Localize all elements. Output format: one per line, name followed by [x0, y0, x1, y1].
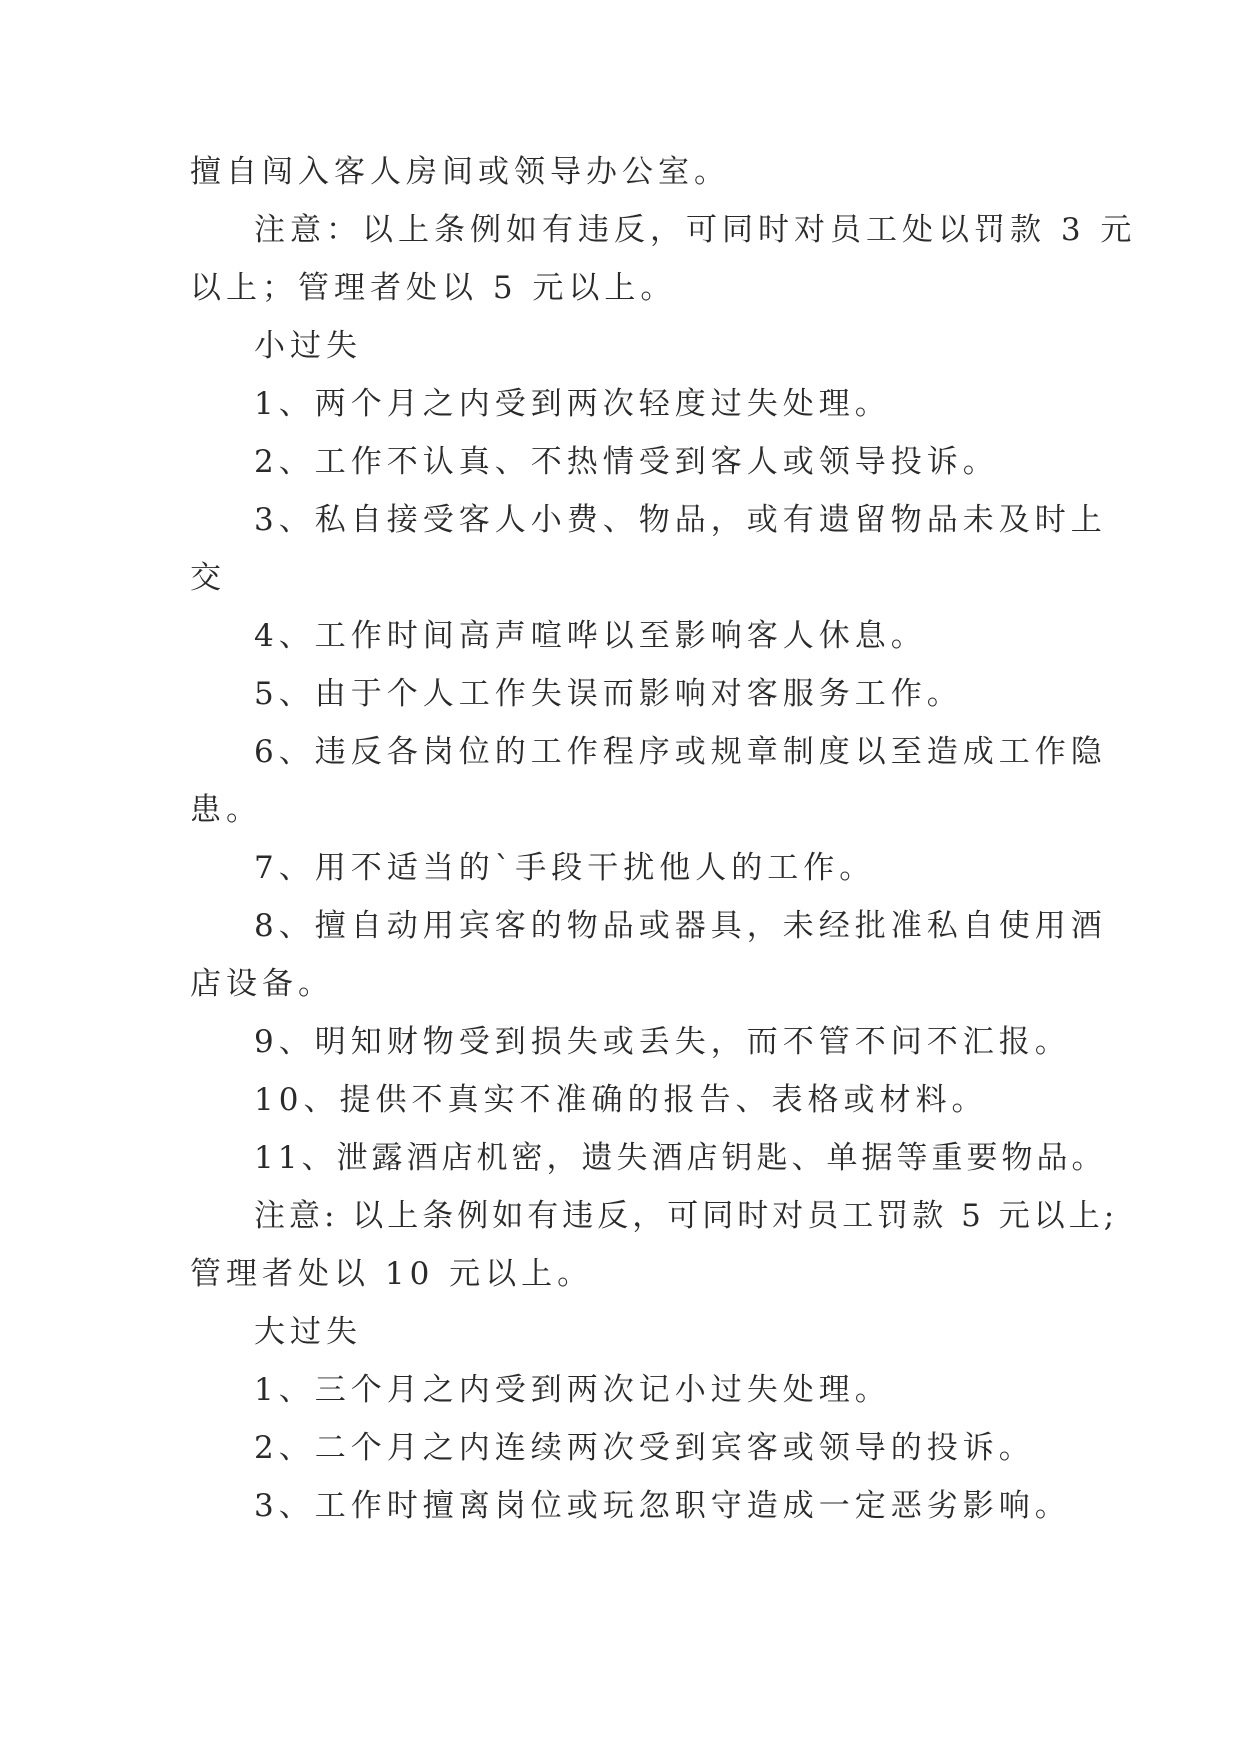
list-item: 6、违反各岗位的工作程序或规章制度以至造成工作隐: [254, 734, 1107, 770]
list-item: 3、工作时擅离岗位或玩忽职守造成一定恶劣影响。: [254, 1488, 1071, 1524]
list-item: 1、三个月之内受到两次记小过失处理。: [254, 1372, 891, 1408]
section-heading: 大过失: [254, 1314, 362, 1350]
list-item: 11、泄露酒店机密，遗失酒店钥匙、单据等重要物品。: [254, 1140, 1107, 1176]
list-item: 1、两个月之内受到两次轻度过失处理。: [254, 386, 891, 422]
text-line: 擅自闯入客人房间或领导办公室。: [190, 154, 730, 190]
text-line: 店设备。: [190, 966, 334, 1002]
list-item: 7、用不适当的`手段干扰他人的工作。: [254, 850, 876, 886]
list-item: 3、私自接受客人小费、物品，或有遗留物品未及时上: [254, 502, 1107, 538]
list-item: 5、由于个人工作失误而影响对客服务工作。: [254, 676, 963, 712]
text-line: 注意: 以上条例如有违反，可同时对员工罚款 5 元以上;: [254, 1198, 1119, 1234]
list-item: 4、工作时间高声喧哗以至影响客人休息。: [254, 618, 927, 654]
text-line: 以上；管理者处以 5 元以上。: [190, 270, 677, 306]
text-line: 交: [190, 560, 226, 596]
list-item: 10、提供不真实不准确的报告、表格或材料。: [254, 1082, 988, 1118]
text-line: 管理者处以 10 元以上。: [190, 1256, 594, 1292]
text-line: 患。: [190, 792, 262, 828]
list-item: 2、工作不认真、不热情受到客人或领导投诉。: [254, 444, 999, 480]
list-item: 8、擅自动用宾客的物品或器具，未经批准私自使用酒: [254, 908, 1107, 944]
section-heading: 小过失: [254, 328, 362, 364]
list-item: 2、二个月之内连续两次受到宾客或领导的投诉。: [254, 1430, 1035, 1466]
list-item: 9、明知财物受到损失或丢失，而不管不问不汇报。: [254, 1024, 1071, 1060]
text-line: 注意：以上条例如有违反，可同时对员工处以罚款 3 元: [254, 212, 1137, 248]
